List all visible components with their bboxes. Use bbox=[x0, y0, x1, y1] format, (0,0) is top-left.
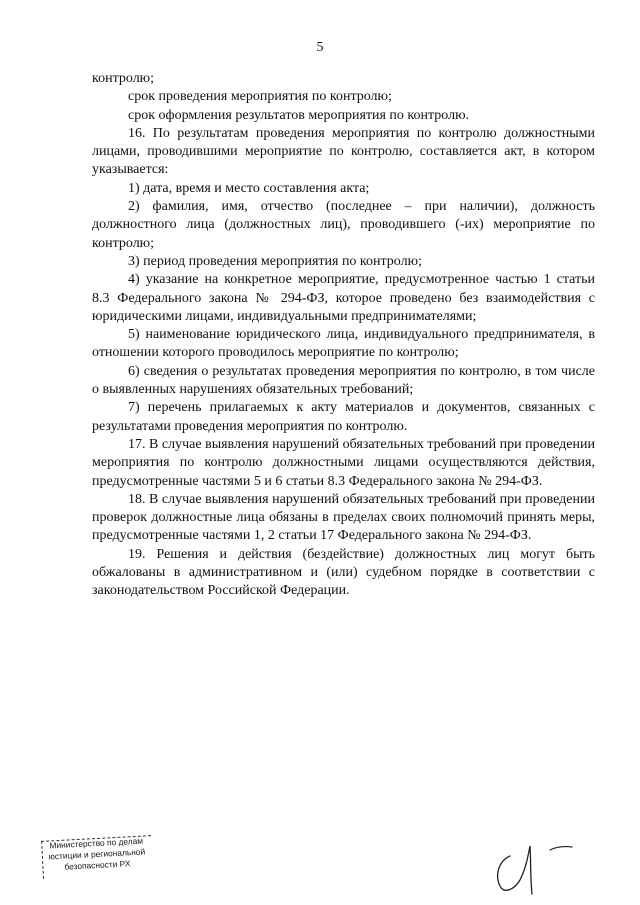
ministry-stamp bbox=[41, 835, 153, 879]
paragraph-19: 19. Решения и действия (бездействие) должностных лиц могут быть обжалованы в административном и (или) судебном порядке в соответствии с законодательством Российской Федерации. bbox=[92, 546, 595, 599]
paragraph-item-term-results: срок оформления результатов мероприятия по контролю. bbox=[128, 107, 470, 123]
page-number: 5 bbox=[316, 40, 324, 55]
document-body bbox=[92, 70, 595, 601]
paragraph-16: 16. По результатам проведения мероприятия по контролю должностными лицами, проводившими мероприятие по контролю, составляется акт, в котором указывается: bbox=[92, 125, 595, 178]
paragraph-18: 18. В случае выявления нарушений обязательных требований при проведении проверок должностные лица обязаны в пределах своих полномочий принять меры, предусмотренные частями 1, 2 статьи 17 Федерального закона № 294-ФЗ. bbox=[92, 491, 595, 544]
paragraph-16-item-3: 3) период проведения мероприятия по контролю; bbox=[128, 253, 422, 269]
paragraph-continuation: контролю; bbox=[92, 71, 155, 86]
stamp-line-3: безопасности РХ bbox=[64, 858, 131, 872]
paragraph-17: 17. В случае выявления нарушений обязательных требований при проведении мероприятия по контролю должностными лицами осуществляются действия, предусмотренные частями 5 и 6 статьи 8.3 Федерального закона № 294-ФЗ. bbox=[92, 436, 595, 489]
paragraph-16-item-4: 4) указание на конкретное мероприятие, предусмотренное частью 1 статьи 8.3 Федерального закона № 294-ФЗ, которое проведено без взаимодействия с юридическими лицами, индивидуальными предпринимателями; bbox=[92, 272, 595, 324]
paragraph-16-item-6: 6) сведения о результатах проведения мероприятия по контролю, в том числе о выявленных нарушениях обязательных требований; bbox=[92, 363, 595, 398]
paragraph-16-item-7: 7) перечень прилагаемых к акту материалов и документов, связанных с результатами проведения мероприятия по контролю. bbox=[92, 400, 595, 434]
stamp-line-2: юстиции и региональной bbox=[48, 846, 146, 862]
paragraph-16-item-2: 2) фамилия, имя, отчество (последнее – при наличии), должность должностного лица (должностных лиц), проводившего (-их) мероприятие по контролю; bbox=[92, 199, 595, 251]
paragraph-16-item-5: 5) наименование юридического лица, индивидуального предпринимателя, в отношении которого проводилось мероприятие по контролю; bbox=[92, 327, 595, 361]
paragraph-16-item-1: 1) дата, время и место составления акта; bbox=[128, 180, 370, 196]
handwritten-signature bbox=[490, 838, 580, 898]
stamp-line-1: Министерство по делам bbox=[49, 835, 144, 851]
paragraph-item-term: срок проведения мероприятия по контролю; bbox=[128, 89, 392, 105]
